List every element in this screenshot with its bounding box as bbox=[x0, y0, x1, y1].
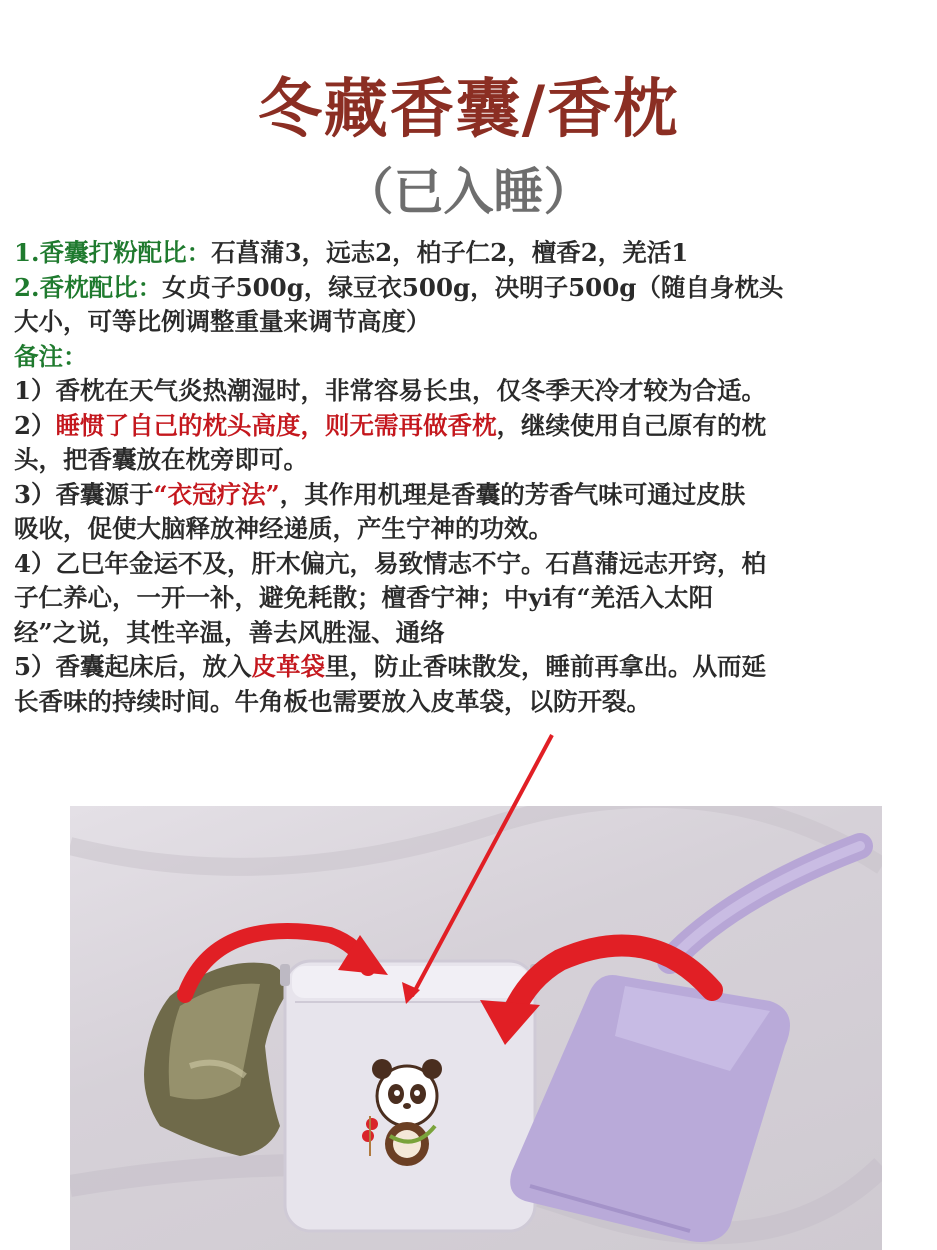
note-5-line-1 bbox=[14, 650, 932, 685]
note-4-line-3: 经”之说，其性辛温，善去风胜湿、通络 bbox=[14, 617, 445, 647]
notes-label: 备注： bbox=[14, 341, 88, 371]
note-4-line-1: 4）乙巳年金运不及，肝木偏亢，易致情志不宁。石菖蒲远志开窍，柏 bbox=[14, 548, 767, 578]
pillow-ratio-line bbox=[14, 271, 932, 306]
powder-ratio-line bbox=[14, 236, 932, 271]
product-photo-illustration bbox=[70, 806, 882, 1250]
note-4-line-2: 子仁养心，一开一补，避免耗散；檀香宁神；中yi有“羌活入太阳 bbox=[14, 583, 714, 612]
purple-sachet-icon bbox=[510, 846, 860, 1242]
powder-ratio-text: 石菖蒲3，远志2，柏子仁2，檀香2，羌活1 bbox=[211, 238, 689, 267]
note-2-prefix: 2） bbox=[14, 410, 56, 440]
note-2-rest-1: ，继续使用自己原有的枕 bbox=[496, 410, 767, 440]
pillow-ratio-label: 2.香枕配比： bbox=[14, 272, 163, 302]
note-5-line-2: 长香味的持续时间。牛角板也需要放入皮革袋，以防开裂。 bbox=[14, 686, 651, 716]
powder-ratio-label: 1.香囊打粉配比： bbox=[14, 238, 212, 267]
recipe-text bbox=[14, 236, 932, 719]
note-5-prefix: 5）香囊起床后，放入 bbox=[14, 652, 252, 681]
note-2-line-1 bbox=[14, 409, 932, 444]
note-5-rest-1: 里，防止香味散发，睡前再拿出。从而延 bbox=[325, 652, 767, 681]
note-2-highlight: 睡惯了自己的枕头高度，则无需再做香枕 bbox=[55, 410, 497, 440]
note-5-highlight: 皮革袋 bbox=[251, 652, 326, 681]
note-3-line-1 bbox=[14, 478, 932, 513]
note-3-highlight: “衣冠疗法” bbox=[153, 479, 280, 509]
pillow-ratio-text-1: 女贞子500g，绿豆衣500g，决明子500g（随自身枕头 bbox=[162, 272, 784, 302]
note-3-prefix: 3）香囊源于 bbox=[14, 479, 154, 509]
product-photo bbox=[70, 806, 882, 1250]
note-3-rest-1: ，其作用机理是香囊的芳香气味可通过皮肤 bbox=[279, 479, 746, 509]
page-subtitle: （已入睡） bbox=[343, 162, 594, 221]
note-3-line-2: 吸收，促使大脑释放神经递质，产生宁神的功效。 bbox=[14, 514, 553, 543]
page-title: 冬藏香囊/香枕 bbox=[257, 72, 680, 147]
note-2-line-2: 头，把香囊放在枕旁即可。 bbox=[14, 445, 308, 474]
horn-gua-sha-board-icon bbox=[144, 963, 286, 1156]
note-1: 1）香枕在天气炎热潮湿时，非常容易长虫，仅冬季天冷才较为合适。 bbox=[14, 376, 767, 405]
pillow-ratio-text-2: 大小，可等比例调整重量来调节高度） bbox=[14, 307, 431, 336]
